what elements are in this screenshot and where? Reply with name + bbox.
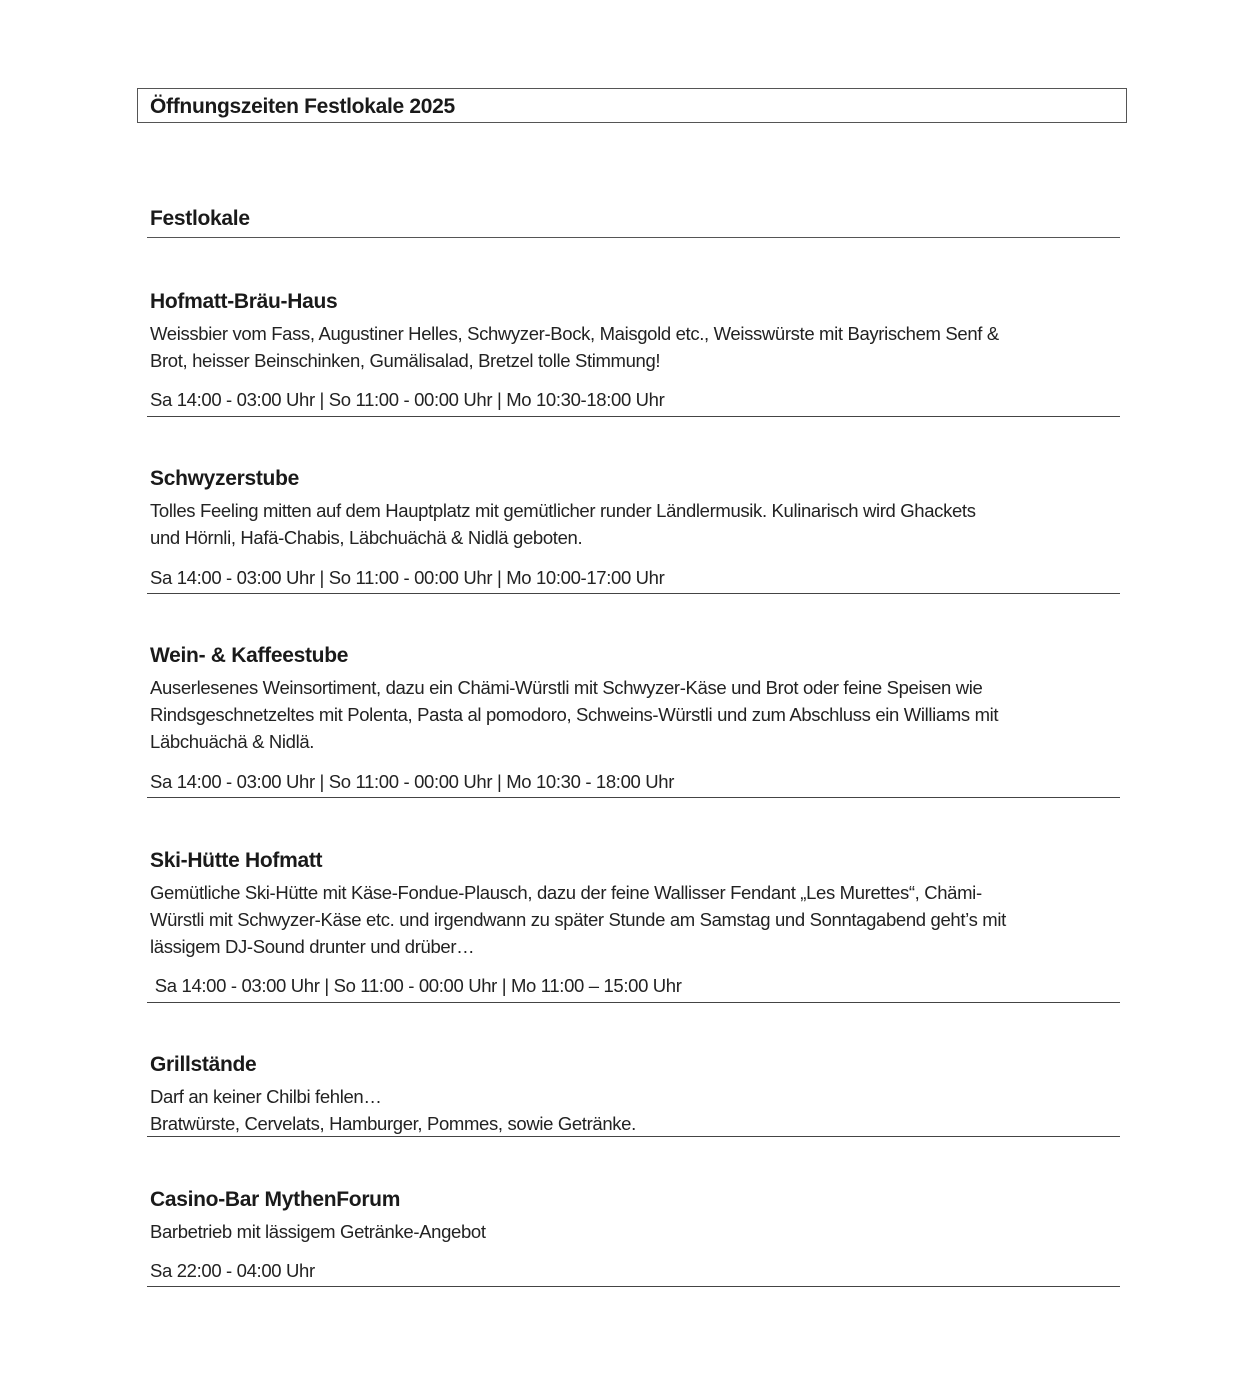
document-title: Öffnungszeiten Festlokale 2025 <box>150 95 455 118</box>
venue-description-line: Läbchuächä & Nidlä. <box>150 731 315 752</box>
venue-description-line: Brot, heisser Beinschinken, Gumälisalad, Bretzel tolle Stimmung! <box>150 350 661 371</box>
venue-name: Schwyzerstube <box>150 467 299 490</box>
venue-hours: Sa 14:00 - 03:00 Uhr | So 11:00 - 00:00 Uhr | Mo 10:30-18:00 Uhr <box>150 389 665 410</box>
venue-wein-kaffeestube <box>147 644 1120 798</box>
venue-description <box>150 674 1125 755</box>
venue-description <box>150 1218 1125 1245</box>
venue-description-line: Darf an keiner Chilbi fehlen… <box>150 1086 382 1107</box>
venue-name: Grillstände <box>150 1053 257 1076</box>
venue-description <box>150 320 1125 374</box>
venue-description-line: Tolles Feeling mitten auf dem Hauptplatz mit gemütlicher runder Ländlermusik. Kulinarisch wird Ghackets <box>150 500 976 521</box>
venue-description-line: und Hörnli, Hafä-Chabis, Läbchuächä & Nidlä geboten. <box>150 527 583 548</box>
document-title-box <box>137 88 1127 123</box>
venue-hofmatt-braeu-haus <box>147 290 1120 417</box>
venue-name: Casino-Bar MythenForum <box>150 1188 401 1211</box>
venue-hours: Sa 22:00 - 04:00 Uhr <box>150 1260 315 1281</box>
venue-casino-bar-mythenforum <box>147 1188 1120 1287</box>
venue-description-line: Würstli mit Schwyzer-Käse etc. und irgendwann zu später Stunde am Samstag und Sonntagabend geht’s mit <box>150 909 1006 930</box>
venue-ski-huette-hofmatt <box>147 849 1120 1003</box>
venue-description <box>150 879 1125 960</box>
venue-description-line: Auserlesenes Weinsortiment, dazu ein Chämi-Würstli mit Schwyzer-Käse und Brot oder feine Speisen wie <box>150 677 983 698</box>
venue-name: Ski-Hütte Hofmatt <box>150 849 323 872</box>
section-heading <box>147 206 1120 238</box>
venue-description-line: Weissbier vom Fass, Augustiner Helles, Schwyzer-Bock, Maisgold etc., Weisswürste mit Bayrischem Senf & <box>150 323 999 344</box>
venue-grillstaende <box>147 1053 1120 1137</box>
venue-name: Wein- & Kaffeestube <box>150 644 349 667</box>
venue-schwyzerstube <box>147 467 1120 594</box>
venue-hours: Sa 14:00 - 03:00 Uhr | So 11:00 - 00:00 Uhr | Mo 10:30 - 18:00 Uhr <box>150 771 675 792</box>
venue-hours: Sa 14:00 - 03:00 Uhr | So 11:00 - 00:00 Uhr | Mo 10:00-17:00 Uhr <box>150 567 665 588</box>
venue-description-line: Bratwürste, Cervelats, Hamburger, Pommes, sowie Getränke. <box>150 1113 636 1134</box>
venue-hours: Sa 14:00 - 03:00 Uhr | So 11:00 - 00:00 Uhr | Mo 11:00 – 15:00 Uhr <box>150 975 682 996</box>
venue-description-line: Rindsgeschnetzeltes mit Polenta, Pasta al pomodoro, Schweins-Würstli und zum Abschluss ein Williams mit <box>150 704 999 725</box>
venue-description-line: Gemütliche Ski-Hütte mit Käse-Fondue-Plausch, dazu der feine Wallisser Fendant „Les Murettes“, Chämi- <box>150 882 982 903</box>
venue-description <box>150 497 1125 551</box>
section-heading-text: Festlokale <box>150 207 250 230</box>
venue-description-line: lässigem DJ-Sound drunter und drüber… <box>150 936 475 957</box>
venue-description <box>150 1083 1125 1137</box>
venue-name: Hofmatt-Bräu-Haus <box>150 290 338 313</box>
venue-description-line: Barbetrieb mit lässigem Getränke-Angebot <box>150 1221 486 1242</box>
